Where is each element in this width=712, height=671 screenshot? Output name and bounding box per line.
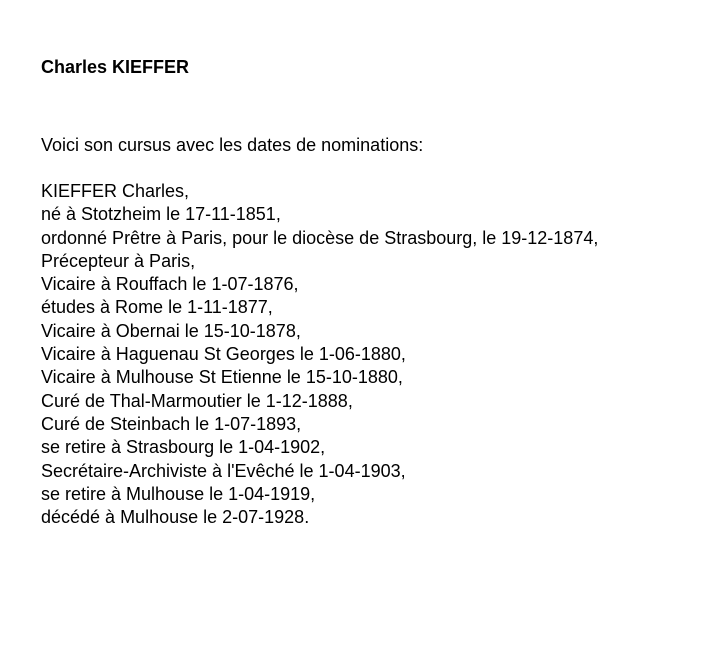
cursus-entry: Précepteur à Paris, bbox=[41, 250, 196, 271]
cursus-entry: ordonné Prêtre à Paris, pour le diocèse de Strasbourg, le 19-12-1874, bbox=[41, 227, 599, 248]
cursus-entry: Secrétaire-Archiviste à l'Evêché le 1-04-1903, bbox=[41, 460, 406, 481]
cursus-entry: Curé de Thal-Marmoutier le 1-12-1888, bbox=[41, 390, 353, 411]
cursus-entry: se retire à Strasbourg le 1-04-1902, bbox=[41, 437, 326, 458]
cursus-entry: Vicaire à Mulhouse St Etienne le 15-10-1880, bbox=[41, 367, 403, 388]
document-title: Charles KIEFFER bbox=[41, 57, 190, 77]
intro-text: Voici son cursus avec les dates de nominations: bbox=[41, 135, 424, 155]
cursus-entry: né à Stotzheim le 17-11-1851, bbox=[41, 204, 281, 225]
cursus-entry: Vicaire à Rouffach le 1-07-1876, bbox=[41, 274, 299, 295]
cursus-entry: KIEFFER Charles, bbox=[41, 181, 190, 201]
cursus-entry: se retire à Mulhouse le 1-04-1919, bbox=[41, 483, 316, 504]
cursus-entry: décédé à Mulhouse le 2-07-1928. bbox=[41, 507, 310, 528]
cursus-entry: études à Rome le 1-11-1877, bbox=[41, 297, 273, 318]
document-body bbox=[41, 55, 706, 529]
cursus-entry: Curé de Steinbach le 1-07-1893, bbox=[41, 413, 302, 434]
cursus-entry: Vicaire à Obernai le 15-10-1878, bbox=[41, 320, 301, 341]
cursus-entry: Vicaire à Haguenau St Georges le 1-06-1880, bbox=[41, 344, 406, 365]
cursus-list bbox=[41, 180, 706, 529]
